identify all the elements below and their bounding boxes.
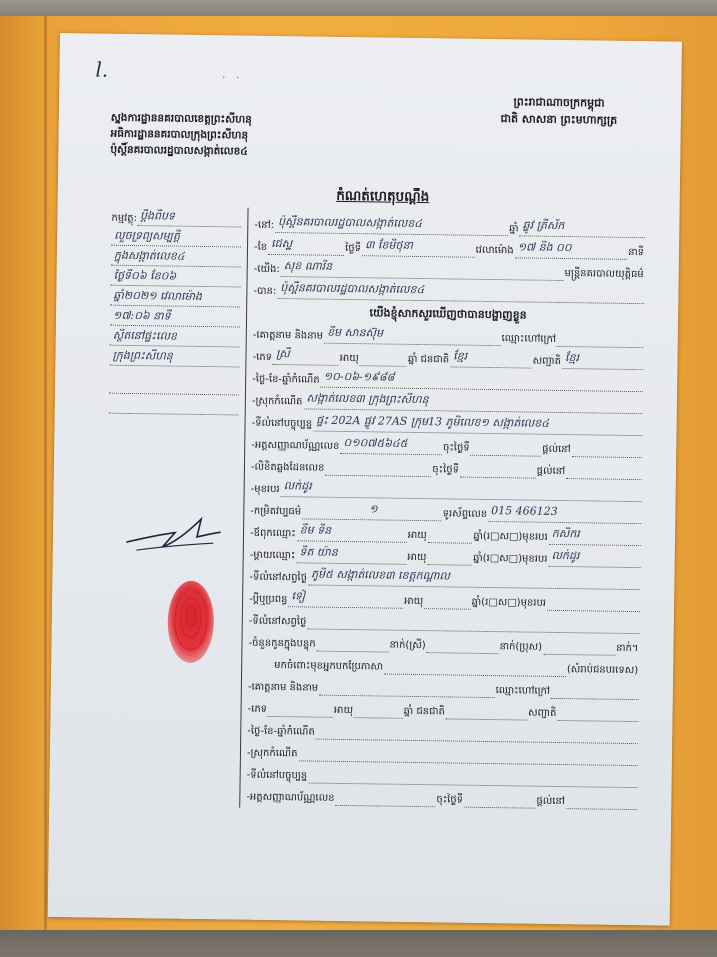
age-label: អាយុ <box>407 529 427 542</box>
age-fill <box>424 591 471 610</box>
spouse-occupation-fill <box>547 593 640 612</box>
children-fill <box>316 634 388 653</box>
officer-label: មន្ត្រីនគរបាលយុត្តិធម៌ <box>564 268 644 281</box>
org-line-2: អធិការដ្ឋាននគរបាលក្រុងព្រះសីហនុ <box>110 127 249 142</box>
address-value: ផ្ទះ 202A ផ្លូវ 27AS ក្រុម13 ភូមិលេខ១ សង្កាត់លេខ៤ <box>313 414 643 437</box>
place-value: ប៉ុស្តិ៍នគរបាលរដ្ឋបាលសង្កាត់លេខ៤ <box>275 215 508 236</box>
birthplace-label: -ស្រុកកំណើត <box>246 747 298 760</box>
subject-text: ឆ្នាំ២០២១ វេលាម៉ោង <box>110 289 240 308</box>
month-label: -ខែ <box>253 241 268 253</box>
form-fields <box>245 211 645 810</box>
thumbprint-ink <box>167 581 214 664</box>
subject-line <box>109 346 239 368</box>
id-label: -អត្តសញ្ញាណប័ណ្ណលេខ <box>246 791 335 804</box>
age-label: អាយុ <box>333 704 354 717</box>
female-fill <box>427 635 499 654</box>
day-value: ៣ ខែមិថុនា <box>362 238 475 258</box>
subject-text: ក្នុងសង្កាត់លេខ៤ <box>111 249 241 268</box>
kingdom-header <box>464 93 654 130</box>
org-line-3: ប៉ុស្តិ៍នគរបាលរដ្ឋបាលសង្កាត់លេខ៤ <box>110 143 248 158</box>
male-fill <box>543 637 615 656</box>
document-title: កំណត់ហេតុបណ្តឹង <box>336 187 430 206</box>
subject-label: កម្មវត្ថុ: <box>111 212 138 225</box>
time-label: វេលាម៉ោង <box>475 244 514 257</box>
residence-label: -ទីលំនៅសព្វថ្ងៃ <box>249 571 308 584</box>
issued-date-fill <box>460 460 536 479</box>
age-label: អាយុ <box>339 352 359 365</box>
subject-text: ក្រុងព្រះសីហនុ <box>109 349 239 368</box>
children-label: -ចំនួនកូនក្នុងបន្ទុក <box>248 637 316 650</box>
minute-label: នាទី <box>628 246 645 259</box>
occupation-value: លក់ដូរ <box>281 479 642 502</box>
phone-value: 015 466123 <box>488 504 641 524</box>
subject-text: ស្ថិតនៅផ្ទះលេខ <box>110 329 240 348</box>
occupation-label: -មុខរបរ <box>250 483 280 496</box>
address-label: -ទីលំនៅបច្ចុប្បន្ន <box>251 417 313 430</box>
sex-fill <box>268 699 333 718</box>
education-value: ១ <box>302 501 442 521</box>
id-value: ០១០៧៥៦៤៥ <box>340 436 442 455</box>
nickname-fill <box>551 681 639 700</box>
subject-line <box>110 326 240 348</box>
kingdom-name: ព្រះរាជាណាចក្រកម្ពុជា <box>513 95 605 110</box>
spouse-label: -ប្តីឬប្រពន្ធ <box>249 593 288 606</box>
mother-label: -ម្តាយឈ្មោះ <box>249 549 296 562</box>
sex-value: ស្រី <box>273 347 339 366</box>
age-label: អាយុ <box>407 551 427 564</box>
folder-fold-line <box>44 16 47 930</box>
age-label: អាយុ <box>404 595 424 608</box>
male-label: នាក់(ប្រុស) <box>499 641 543 653</box>
section-subheading: យើងខ្ញុំសាកសួរឃើញថាបានបង្ហាញខ្លួន <box>369 306 527 322</box>
subject-line <box>111 206 241 228</box>
floor-bottom <box>0 930 717 957</box>
translator-note: (សំរាប់ជនបរទេស) <box>566 664 639 677</box>
signature-underline <box>137 542 213 551</box>
spouse-value: ទៀ <box>288 589 403 609</box>
passport-fill <box>325 458 431 477</box>
alive-dead-label: ឆ្នាំ(រ□ស□)មុខរបរ <box>473 552 548 565</box>
year-value: ឆ្លូវ ត្រីស័ក <box>520 218 646 238</box>
age-fill <box>354 700 403 719</box>
blank-fill <box>109 397 239 416</box>
issued-date-label: ចុះថ្ងៃទី <box>436 794 464 806</box>
father-occupation: កសិករ <box>549 527 642 546</box>
alive-dead-label: ឆ្នាំ(រ□ស□)មុខរបរ <box>473 530 548 543</box>
age-fill <box>360 348 407 367</box>
subject-line <box>111 246 241 268</box>
we-label: -យើង: <box>253 263 280 276</box>
pen-dots: · · <box>222 73 244 84</box>
issued-at-label: ផ្តល់នៅ <box>536 795 566 808</box>
signature <box>123 512 224 555</box>
dob-label: -ថ្ងៃ-ខែ-ឆ្នាំកំណើត <box>247 725 315 738</box>
age-fill <box>428 525 473 544</box>
issued-date-label: ចុះថ្ងៃទី <box>442 442 470 454</box>
nickname-label: ឈ្មោះហៅក្រៅ <box>501 333 557 345</box>
name-label: -គោត្តនាម និងនាម <box>247 681 319 694</box>
father-label: -ឪពុកឈ្មោះ <box>249 527 296 540</box>
sex-label: -ភេទ <box>252 351 273 363</box>
subject-blank-line <box>109 374 239 396</box>
id-fill <box>335 788 435 807</box>
phone-label: ទូរស័ព្ទលេខ <box>442 508 488 521</box>
subject-line <box>110 306 240 328</box>
subject-text: ប្តឹងពីបទ <box>137 209 242 227</box>
complaint-form-page <box>48 33 682 926</box>
translator-fill <box>384 657 566 678</box>
national-motto: ជាតិ សាសនា ព្រះមហាក្សត្រ <box>500 112 618 127</box>
birthplace-label: -ស្រុកកំណើត <box>251 395 303 408</box>
female-label: នាក់(ស្រី) <box>389 639 426 652</box>
floor-top <box>0 0 717 16</box>
subject-text: លួចទ្រព្យសម្បត្តិ <box>111 229 241 248</box>
subject-line <box>111 226 241 248</box>
address-label: -ទីលំនៅបច្ចុប្បន្ន <box>246 769 308 782</box>
signature-stroke <box>127 518 220 547</box>
subject-column <box>109 206 242 416</box>
dob-label: -ថ្ងៃ-ខែ-ឆ្នាំកំណើត <box>252 373 320 386</box>
month-value: ជេស្ឋ <box>268 237 344 256</box>
mother-occupation: លក់ដូរ <box>548 549 641 568</box>
birthplace-value: សង្កាត់លេខ៣ ក្រុងព្រះសីហនុ <box>303 391 643 414</box>
name-value: ខឹម សានស៊ុម <box>324 326 501 346</box>
subject-line <box>110 286 240 308</box>
subject-line <box>110 266 240 288</box>
name-label: -គោត្តនាម និងនាម <box>252 329 324 342</box>
age-fill <box>427 547 472 566</box>
education-label: -កម្រិតវប្បធម៌ <box>250 505 302 518</box>
year-label: ឆ្នាំ <box>508 223 519 235</box>
corner-handwritten-mark: l. <box>95 57 109 82</box>
passport-label: -លិខិតឆ្លងដែនលេខ <box>250 461 325 474</box>
at-value: ប៉ុស្តិ៍នគរបាលរដ្ឋបាលសង្កាត់លេខ៤ <box>277 281 644 304</box>
nickname-fill <box>557 329 644 348</box>
ethnicity-label: ឆ្នាំ ជនជាតិ <box>407 353 450 366</box>
nationality-label: សញ្ជាតិ <box>532 355 562 368</box>
issued-date-fill <box>464 790 536 809</box>
id-label: -អត្តសញ្ញាណប័ណ្ណលេខ <box>251 439 340 452</box>
nationality-label: សញ្ជាតិ <box>527 707 557 719</box>
red-thumbprint <box>163 578 218 669</box>
issued-at-fill <box>572 439 643 458</box>
issued-at-fill <box>566 791 638 810</box>
ethnicity-label: ឆ្នាំ ជនជាតិ <box>403 705 446 718</box>
issued-at-fill <box>566 461 642 480</box>
ethnicity-fill <box>446 701 527 720</box>
subject-text: ១៧:០៦ នាទី <box>110 309 240 328</box>
dob-value: ១០-០៦-១៩៨៨ <box>321 370 644 393</box>
issued-date-fill <box>471 438 542 457</box>
issued-at-label: ផ្តល់នៅ <box>542 443 571 456</box>
ethnicity-value: ខ្មែរ <box>450 349 532 368</box>
nickname-label: ឈ្មោះហៅក្រៅ <box>495 685 551 697</box>
alive-dead-label: ឆ្នាំ(រ□ស□)មុខរបរ <box>471 596 547 609</box>
name-fill <box>319 678 495 698</box>
at-label: -បាន: <box>253 285 277 298</box>
place-label: -នៅ: <box>254 219 275 232</box>
total-label: នាក់។ <box>615 642 639 655</box>
nationality-fill <box>557 703 638 722</box>
subject-blank-line <box>109 394 239 416</box>
we-value: សុខ ណារិន <box>281 259 564 281</box>
issuing-office-header <box>110 110 351 161</box>
org-line-1: ស្នងការដ្ឋាននគរបាលខេត្តព្រះសីហនុ <box>110 111 252 126</box>
issued-at-label: ផ្តល់នៅ <box>536 465 566 478</box>
father-value: ខឹម ទិន <box>297 523 407 543</box>
translator-label: មកចំពោះមុខអ្នកបកប្រែភាសា <box>274 660 384 673</box>
issued-date-label: ចុះថ្ងៃទី <box>432 464 460 476</box>
blank-fill <box>109 377 239 396</box>
subject-text: ថ្ងៃទី០៦ ខែ០៦ <box>110 269 240 288</box>
time-value: ១៧ និង ០០ <box>515 240 628 260</box>
mother-value: ទិត យ៉ាន <box>296 545 406 565</box>
residence-label: -ទីលំនៅសព្វថ្ងៃ <box>248 615 307 628</box>
residence-value: ភូមិ៥ សង្កាត់លេខ៣ ខេត្តកណ្តាល <box>308 568 641 591</box>
nationality-value: ខ្មែរ <box>562 351 644 370</box>
sex-label: -ភេទ <box>247 703 268 715</box>
day-label: ថ្ងៃទី <box>345 243 362 255</box>
